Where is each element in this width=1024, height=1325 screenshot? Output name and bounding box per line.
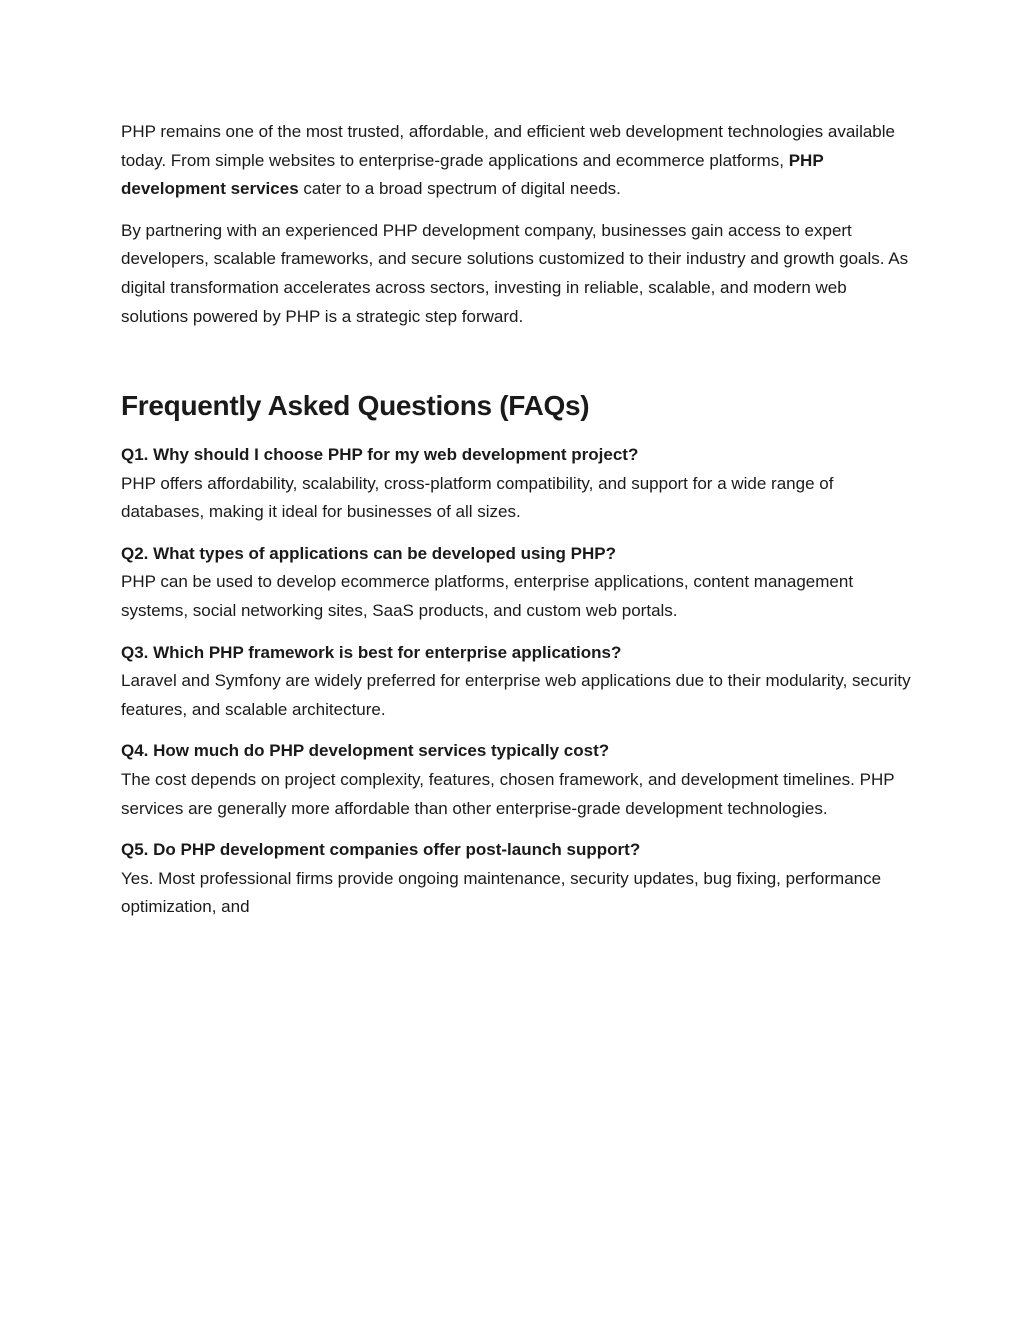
faq-answer: PHP can be used to develop ecommerce platforms, enterprise applications, content management systems, social networking sites, SaaS products, and custom web portals. [121,572,854,620]
faq-heading: Frequently Asked Questions (FAQs) [121,390,590,421]
faq-list [121,441,911,935]
faq-item [121,639,911,725]
faq-question: Q5. Do PHP development companies offer post-launch support? [121,840,641,860]
intro-p1-bold-phrase: PHP development services [121,150,824,199]
faq-item [121,441,911,527]
faq-item [121,836,911,922]
intro-section [121,118,911,331]
faq-answer: PHP offers affordability, scalability, cross-platform compatibility, and support for a wide range of databases, making it ideal for businesses of all sizes. [121,473,834,522]
faq-answer: The cost depends on project complexity, features, chosen framework, and development timelines. PHP services are generally more affordable than other enterprise-grade development technologies. [121,769,895,818]
faq-question: Q3. Which PHP framework is best for enterprise applications? [121,642,622,662]
intro-p1-text-start: PHP remains one of the most trusted, affordable, and efficient web development technologies available today. From simple websites to enterprise-grade applications and ecommerce platforms, [121,122,895,170]
faq-question: Q1. Why should I choose PHP for my web development project? [121,445,639,464]
faq-question: Q2. What types of applications can be developed using PHP? [121,543,616,563]
faq-answer: Yes. Most professional firms provide ongoing maintenance, security updates, bug fixing, performance optimization, and [121,868,882,917]
document-page [121,118,911,917]
intro-p1-text-end: cater to a broad spectrum of digital needs. [298,179,621,199]
intro-paragraph-1 [121,118,911,204]
faq-item [121,540,911,626]
faq-item [121,737,911,823]
faq-answer: Laravel and Symfony are widely preferred for enterprise web applications due to their modularity, security features, and scalable architecture. [121,671,911,719]
intro-paragraph-2: By partnering with an experienced PHP development company, businesses gain access to expert developers, scalable frameworks, and secure solutions customized to their industry and growth goals. As digital transformation accelerates across sectors, investing in reliable, scalable, and modern web solutions powered by PHP is a strategic step forward. [121,220,909,326]
faq-question: Q4. How much do PHP development services typically cost? [121,741,610,761]
